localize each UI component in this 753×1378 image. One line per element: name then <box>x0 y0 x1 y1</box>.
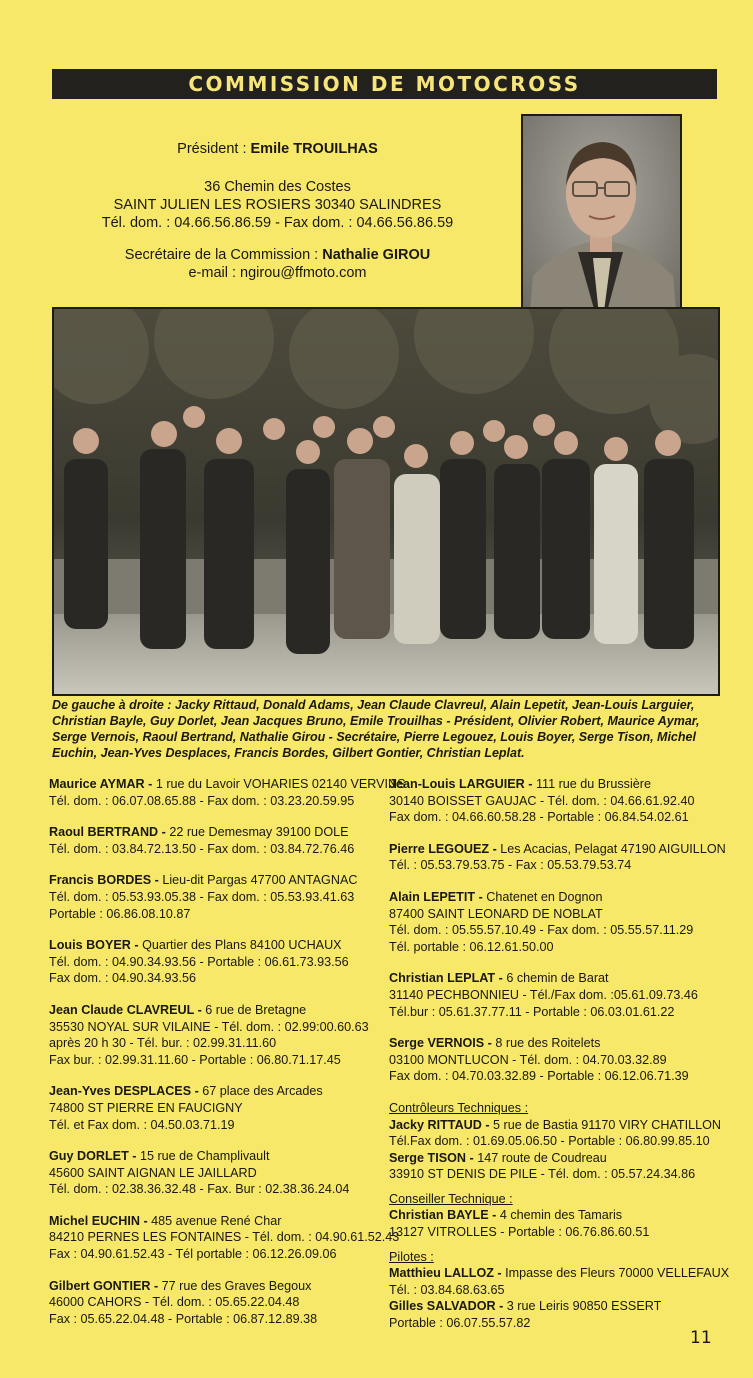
contact-name: Maurice AYMAR - <box>49 777 156 791</box>
right-column <box>389 776 729 1340</box>
contact-entry <box>389 1117 729 1150</box>
contact-name: Gilles SALVADOR - <box>389 1299 507 1314</box>
contact-address: 485 avenue René Char <box>151 1213 282 1228</box>
contact-entry <box>389 1035 729 1085</box>
contact-first-line <box>389 889 729 906</box>
contact-detail-line: 35530 NOYAL SUR VILAINE - Tél. dom. : 02.99:00.60.63 <box>49 1019 369 1034</box>
contact-entry <box>49 872 387 922</box>
president-label: Président : <box>177 141 251 157</box>
contact-detail-line: 33910 ST DENIS DE PILE - Tél. dom. : 05.57.24.34.86 <box>389 1167 696 1182</box>
contact-entry <box>49 1213 400 1263</box>
president-portrait <box>521 114 682 336</box>
contact-first-line <box>49 1002 387 1019</box>
president-block <box>60 140 495 282</box>
secretary-line <box>60 246 495 264</box>
president-address-2: SAINT JULIEN LES ROSIERS 30340 SALINDRES <box>113 197 442 213</box>
secretary-label: Secrétaire de la Commission : <box>124 247 323 263</box>
portrait-image <box>523 116 680 334</box>
contact-name: Christian BAYLE - <box>389 1208 500 1223</box>
contact-address: 3 rue Leiris 90850 ESSERT <box>506 1299 662 1314</box>
contact-detail-line: Portable : 06.86.08.10.87 <box>49 906 191 921</box>
contact-first-line <box>389 1150 729 1167</box>
contact-detail-line: 46000 CAHORS - Tél. dom. : 05.65.22.04.48 <box>49 1295 300 1310</box>
contact-name: Raoul BERTRAND - <box>49 825 170 840</box>
section-title-bar <box>52 69 717 99</box>
group-photo <box>52 307 720 696</box>
contact-address: Lieu-dit Pargas 47700 ANTAGNAC <box>162 873 358 888</box>
contact-entry <box>389 841 729 874</box>
secretary-name: Nathalie GIROU <box>322 247 431 263</box>
president-line <box>60 140 495 158</box>
contact-first-line <box>389 1117 729 1134</box>
contact-entry <box>389 1265 729 1298</box>
contact-detail-line: 74800 ST PIERRE EN FAUCIGNY <box>49 1100 243 1115</box>
pilotes-label: Pilotes : <box>389 1249 434 1264</box>
contact-first-line <box>49 776 406 793</box>
contact-name: Jean-Yves DESPLACES - <box>49 1084 203 1099</box>
contact-first-line <box>389 970 729 987</box>
contact-entry <box>49 824 387 857</box>
president-address-1: 36 Chemin des Costes <box>204 179 351 195</box>
controleurs-label: Contrôleurs Techniques : <box>389 1100 529 1115</box>
contact-first-line <box>389 1298 729 1315</box>
contact-address: Chatenet en Dognon <box>486 889 603 904</box>
contact-first-line <box>49 824 387 841</box>
contact-entry <box>389 1150 729 1183</box>
contact-address: 5 rue de Bastia 91170 VIRY CHATILLON <box>493 1117 722 1132</box>
contact-address: 6 chemin de Barat <box>506 971 609 986</box>
contact-entry <box>389 776 729 826</box>
contact-detail-line: Tél. dom. : 02.38.36.32.48 - Fax. Bur : 02.38.36.24.04 <box>49 1182 350 1197</box>
contact-first-line <box>389 1207 729 1224</box>
contact-detail-line: 31140 PECHBONNIEU - Tél./Fax dom. :05.61.09.73.46 <box>389 987 698 1002</box>
contact-entry <box>389 970 729 1020</box>
contact-detail-line: 45600 SAINT AIGNAN LE JAILLARD <box>49 1165 257 1180</box>
contact-entry <box>389 889 729 955</box>
contact-detail-line: Tél. et Fax dom. : 04.50.03.71.19 <box>49 1117 235 1132</box>
contact-entry <box>49 1148 387 1198</box>
contact-address: Les Acacias, Pelagat 47190 AIGUILLON <box>500 841 726 856</box>
contact-detail-line: après 20 h 30 - Tél. bur. : 02.99.31.11.60 <box>49 1036 277 1051</box>
contact-name: Christian LEPLAT - <box>389 971 507 986</box>
contact-address: 22 rue Demesmay 39100 DOLE <box>169 825 349 840</box>
contact-detail-line: 87400 SAINT LEONARD DE NOBLAT <box>389 906 603 921</box>
contact-first-line <box>389 776 729 793</box>
contact-entry <box>49 1002 387 1068</box>
page-number: 11 <box>690 1328 712 1348</box>
contact-address: 1 rue du Lavoir VOHARIES 02140 VERVINS <box>155 777 406 791</box>
contact-detail-line: 13127 VITROLLES - Portable : 06.76.86.60.51 <box>389 1225 650 1240</box>
contact-detail-line: Tél.bur : 05.61.37.77.11 - Portable : 06.03.01.61.22 <box>389 1004 675 1019</box>
contact-first-line <box>49 1083 387 1100</box>
contact-first-line <box>389 1035 729 1052</box>
contact-first-line <box>49 1148 387 1165</box>
contact-detail-line: Tél. dom. : 04.90.34.93.56 - Portable : 06.61.73.93.56 <box>49 954 349 969</box>
contact-address: 4 chemin des Tamaris <box>499 1208 623 1223</box>
contact-detail-line: Tél. dom. : 05.55.57.10.49 - Fax dom. : 05.55.57.11.29 <box>389 923 694 938</box>
contact-name: Serge TISON - <box>389 1150 478 1165</box>
contact-entry <box>389 1207 729 1240</box>
secretary-email: e-mail : ngirou@ffmoto.com <box>188 265 367 281</box>
contact-detail-line: Tél. : 05.53.79.53.75 - Fax : 05.53.79.53.74 <box>389 858 632 873</box>
contact-address: Quartier des Plans 84100 UCHAUX <box>142 938 342 953</box>
contact-detail-line: Fax dom. : 04.90.34.93.56 <box>49 971 197 986</box>
contact-detail-line: 30140 BOISSET GAUJAC - Tél. dom. : 04.66.61.92.40 <box>389 793 695 808</box>
contact-address: 6 rue de Bretagne <box>205 1002 307 1017</box>
contact-address: 67 place des Arcades <box>202 1084 323 1099</box>
contact-name: Serge VERNOIS - <box>389 1036 496 1051</box>
contact-name: Michel EUCHIN - <box>49 1213 152 1228</box>
contact-detail-line: Fax dom. : 04.70.03.32.89 - Portable : 06.12.06.71.39 <box>389 1069 689 1084</box>
contact-first-line <box>49 872 387 889</box>
contact-address: 77 rue des Graves Begoux <box>161 1278 312 1293</box>
contact-detail-line: Fax : 04.90.61.52.43 - Tél portable : 06.12.26.09.06 <box>49 1247 337 1262</box>
contact-entry <box>49 1278 387 1328</box>
contact-name: Francis BORDES - <box>49 873 163 888</box>
contact-address: 111 rue du Brussière <box>535 777 651 791</box>
contact-detail-line: Tél.Fax dom. : 01.69.05.06.50 - Portable : 06.80.99.85.10 <box>389 1134 710 1149</box>
contact-detail-line: 84210 PERNES LES FONTAINES - Tél. dom. : 04.90.61.52.43 <box>49 1230 400 1245</box>
president-name: Emile TROUILHAS <box>250 141 378 157</box>
contact-detail-line: Fax dom. : 04.66.60.58.28 - Portable : 06.84.54.02.61 <box>389 810 689 825</box>
contact-address: 15 rue de Champlivault <box>139 1149 270 1164</box>
contact-detail-line: Tél. portable : 06.12.61.50.00 <box>389 939 554 954</box>
contact-detail-line: Tél. : 03.84.68.63.65 <box>389 1282 505 1297</box>
contact-address: Impasse des Fleurs 70000 VELLEFAUX <box>505 1266 730 1281</box>
contact-detail-line: Portable : 06.07.55.57.82 <box>389 1316 531 1331</box>
contact-name: Guy DORLET - <box>49 1149 140 1164</box>
contact-detail-line: Tél. dom. : 05.53.93.05.38 - Fax dom. : 05.53.93.41.63 <box>49 889 355 904</box>
contact-address: 147 route de Coudreau <box>477 1150 607 1165</box>
contact-address: 8 rue des Roitelets <box>495 1036 601 1051</box>
group-photo-image <box>54 309 718 694</box>
contact-first-line <box>389 841 729 858</box>
contact-detail-line: Tél. dom. : 06.07.08.65.88 - Fax dom. : 03.23.20.59.95 <box>49 793 355 808</box>
contact-name: Matthieu LALLOZ - <box>389 1266 506 1281</box>
contact-name: Louis BOYER - <box>49 938 143 953</box>
contact-entry <box>49 937 387 987</box>
contact-detail-line: Tél. dom. : 03.84.72.13.50 - Fax dom. : 03.84.72.76.46 <box>49 841 355 856</box>
contact-first-line <box>389 1265 729 1282</box>
contact-entry <box>389 1298 729 1331</box>
contact-detail-line: 03100 MONTLUCON - Tél. dom. : 04.70.03.32.89 <box>389 1052 667 1067</box>
contact-name: Pierre LEGOUEZ - <box>389 841 501 856</box>
contact-name: Gilbert GONTIER - <box>49 1278 162 1293</box>
section-title: COMMISSION DE MOTOCROSS <box>188 72 581 96</box>
contact-detail-line: Fax : 05.65.22.04.48 - Portable : 06.87.12.89.38 <box>49 1311 318 1326</box>
president-phones: Tél. dom. : 04.66.56.86.59 - Fax dom. : 04.66.56.86.59 <box>101 215 454 231</box>
contact-detail-line: Fax bur. : 02.99.31.11.60 - Portable : 06.80.71.17.45 <box>49 1052 341 1067</box>
contact-first-line <box>49 937 387 954</box>
conseiller-label: Conseiller Technique : <box>389 1191 513 1206</box>
contact-name: Jean Claude CLAVREUL - <box>49 1002 206 1017</box>
left-column <box>49 776 406 1342</box>
contact-first-line <box>49 1213 387 1230</box>
contact-name: Jacky RITTAUD - <box>389 1117 494 1132</box>
contact-first-line <box>49 1278 387 1295</box>
photo-caption: De gauche à droite : Jacky Rittaud, Donald Adams, Jean Claude Clavreul, Alain Lepetit, Jean-Louis Larguier, Christian Bayle, Guy Dorlet, Jean Jacques Bruno, Emile Trouilhas - Président, Olivier Robert, Maurice Aymar, Serge Vernois, Raoul Bertrand, Nathalie Girou - Secrétaire, Pierre Legouez, Louis Boyer, Serge Tison, Michel Euchin, Jean-Yves Desplaces, Francis Bordes, Gilbert Gontier, Christian Leplat. <box>52 698 700 760</box>
contact-name: Jean-Louis LARGUIER - <box>389 777 536 791</box>
contact-entry <box>49 776 406 809</box>
contact-entry <box>49 1083 387 1133</box>
contact-name: Alain LEPETIT - <box>389 889 487 904</box>
